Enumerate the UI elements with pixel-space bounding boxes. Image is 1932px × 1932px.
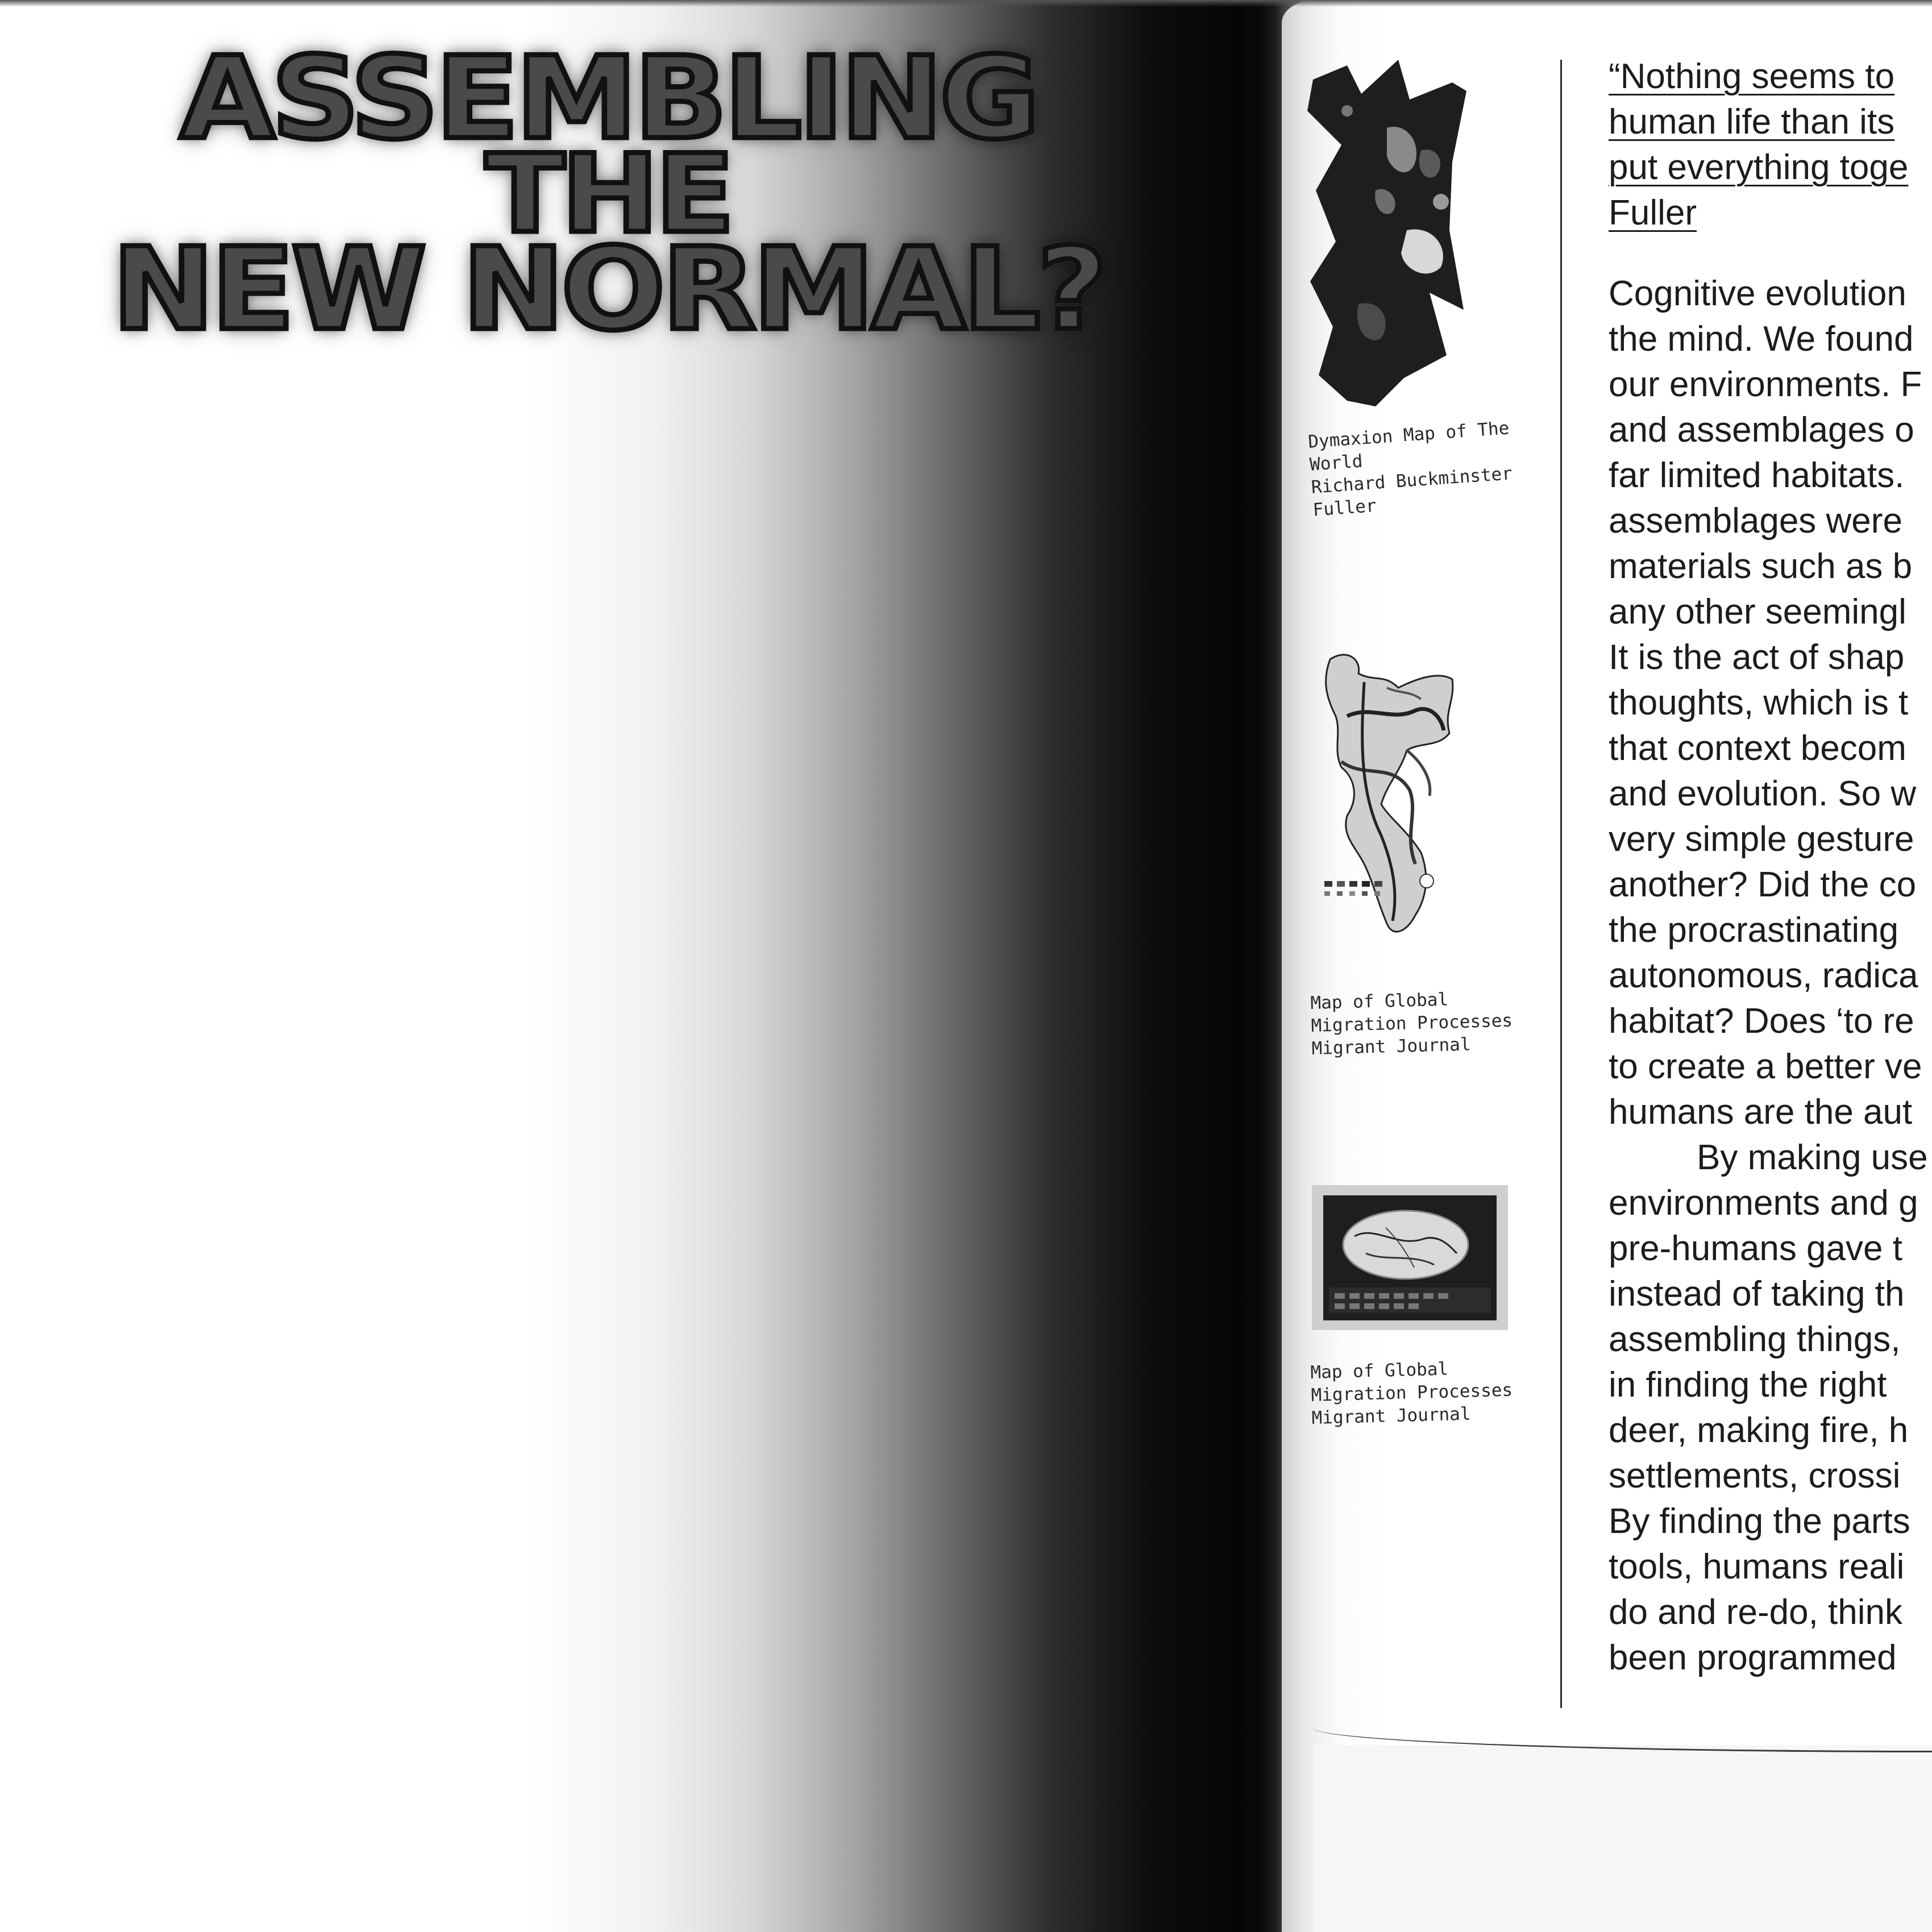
text-line: By making use	[1697, 1138, 1928, 1177]
migration-map-image	[1307, 648, 1501, 938]
figure-caption-migration-2: Map of Global Migration Processes Migrant Journal	[1310, 1358, 1513, 1428]
text-line: instead of taking th	[1609, 1274, 1905, 1314]
text-line: any other seemingl	[1609, 592, 1906, 631]
text-line: and assemblages o	[1609, 410, 1914, 450]
text-line: that context becom	[1609, 729, 1906, 768]
body-text-column	[1609, 54, 1932, 1681]
quote-line: put everything toge	[1609, 148, 1909, 187]
paragraph-2	[1609, 1135, 1932, 1681]
text-line: assembling things,	[1609, 1320, 1901, 1359]
text-line: pre-humans gave t	[1609, 1229, 1902, 1268]
figure-caption-dymaxion: Dymaxion Map of The World Richard Buckminster Fuller	[1307, 418, 1513, 521]
text-line: settlements, crossi	[1609, 1456, 1901, 1495]
text-line: do and re-do, think	[1609, 1593, 1903, 1632]
text-line: in finding the right	[1609, 1365, 1887, 1405]
headline-line-2: THE	[485, 131, 732, 257]
epigraph-quote	[1609, 54, 1932, 236]
text-line: It is the act of shap	[1609, 638, 1905, 677]
top-shadow	[0, 0, 1932, 7]
text-line: the mind. We found	[1609, 319, 1914, 359]
text-line: and evolution. So w	[1609, 774, 1917, 813]
migration-screen-image	[1312, 1185, 1508, 1330]
right-page-bottom	[1313, 1745, 1932, 1932]
quote-line: human life than its	[1609, 102, 1895, 142]
text-line: habitat? Does ‘to re	[1609, 1002, 1914, 1041]
text-line: humans are the aut	[1609, 1092, 1913, 1132]
text-line: tools, humans reali	[1609, 1547, 1905, 1586]
text-line: Cognitive evolution	[1609, 274, 1906, 313]
headline-line-3: NEW NORMAL?	[111, 223, 1105, 356]
column-rule	[1560, 60, 1562, 1708]
text-line: assemblages were	[1609, 501, 1902, 541]
paragraph-gap	[1609, 236, 1932, 271]
text-line: thoughts, which is t	[1609, 683, 1909, 722]
quote-line: “Nothing seems to	[1609, 57, 1895, 96]
text-line: autonomous, radica	[1609, 956, 1918, 995]
paragraph-1	[1609, 271, 1932, 1135]
text-line: far limited habitats.	[1609, 456, 1905, 495]
text-line: environments and g	[1609, 1183, 1918, 1223]
quote-line: Fuller	[1609, 193, 1697, 232]
text-line: very simple gesture	[1609, 820, 1914, 859]
text-line: materials such as b	[1609, 547, 1913, 586]
text-line: to create a better ve	[1609, 1047, 1922, 1086]
text-line: our environments. F	[1609, 365, 1922, 404]
text-line: been programmed	[1609, 1638, 1897, 1677]
figure-caption-migration-1: Map of Global Migration Processes Migrant Journal	[1310, 989, 1513, 1059]
text-line: another? Did the co	[1609, 865, 1917, 904]
text-line: the procrastinating	[1609, 911, 1899, 950]
dymaxion-map-image	[1307, 60, 1506, 412]
text-line: deer, making fire, h	[1609, 1411, 1909, 1450]
text-line: By finding the parts	[1609, 1502, 1910, 1541]
headline	[34, 32, 1182, 356]
headline-line-1: ASSEMBLING	[180, 32, 1037, 165]
